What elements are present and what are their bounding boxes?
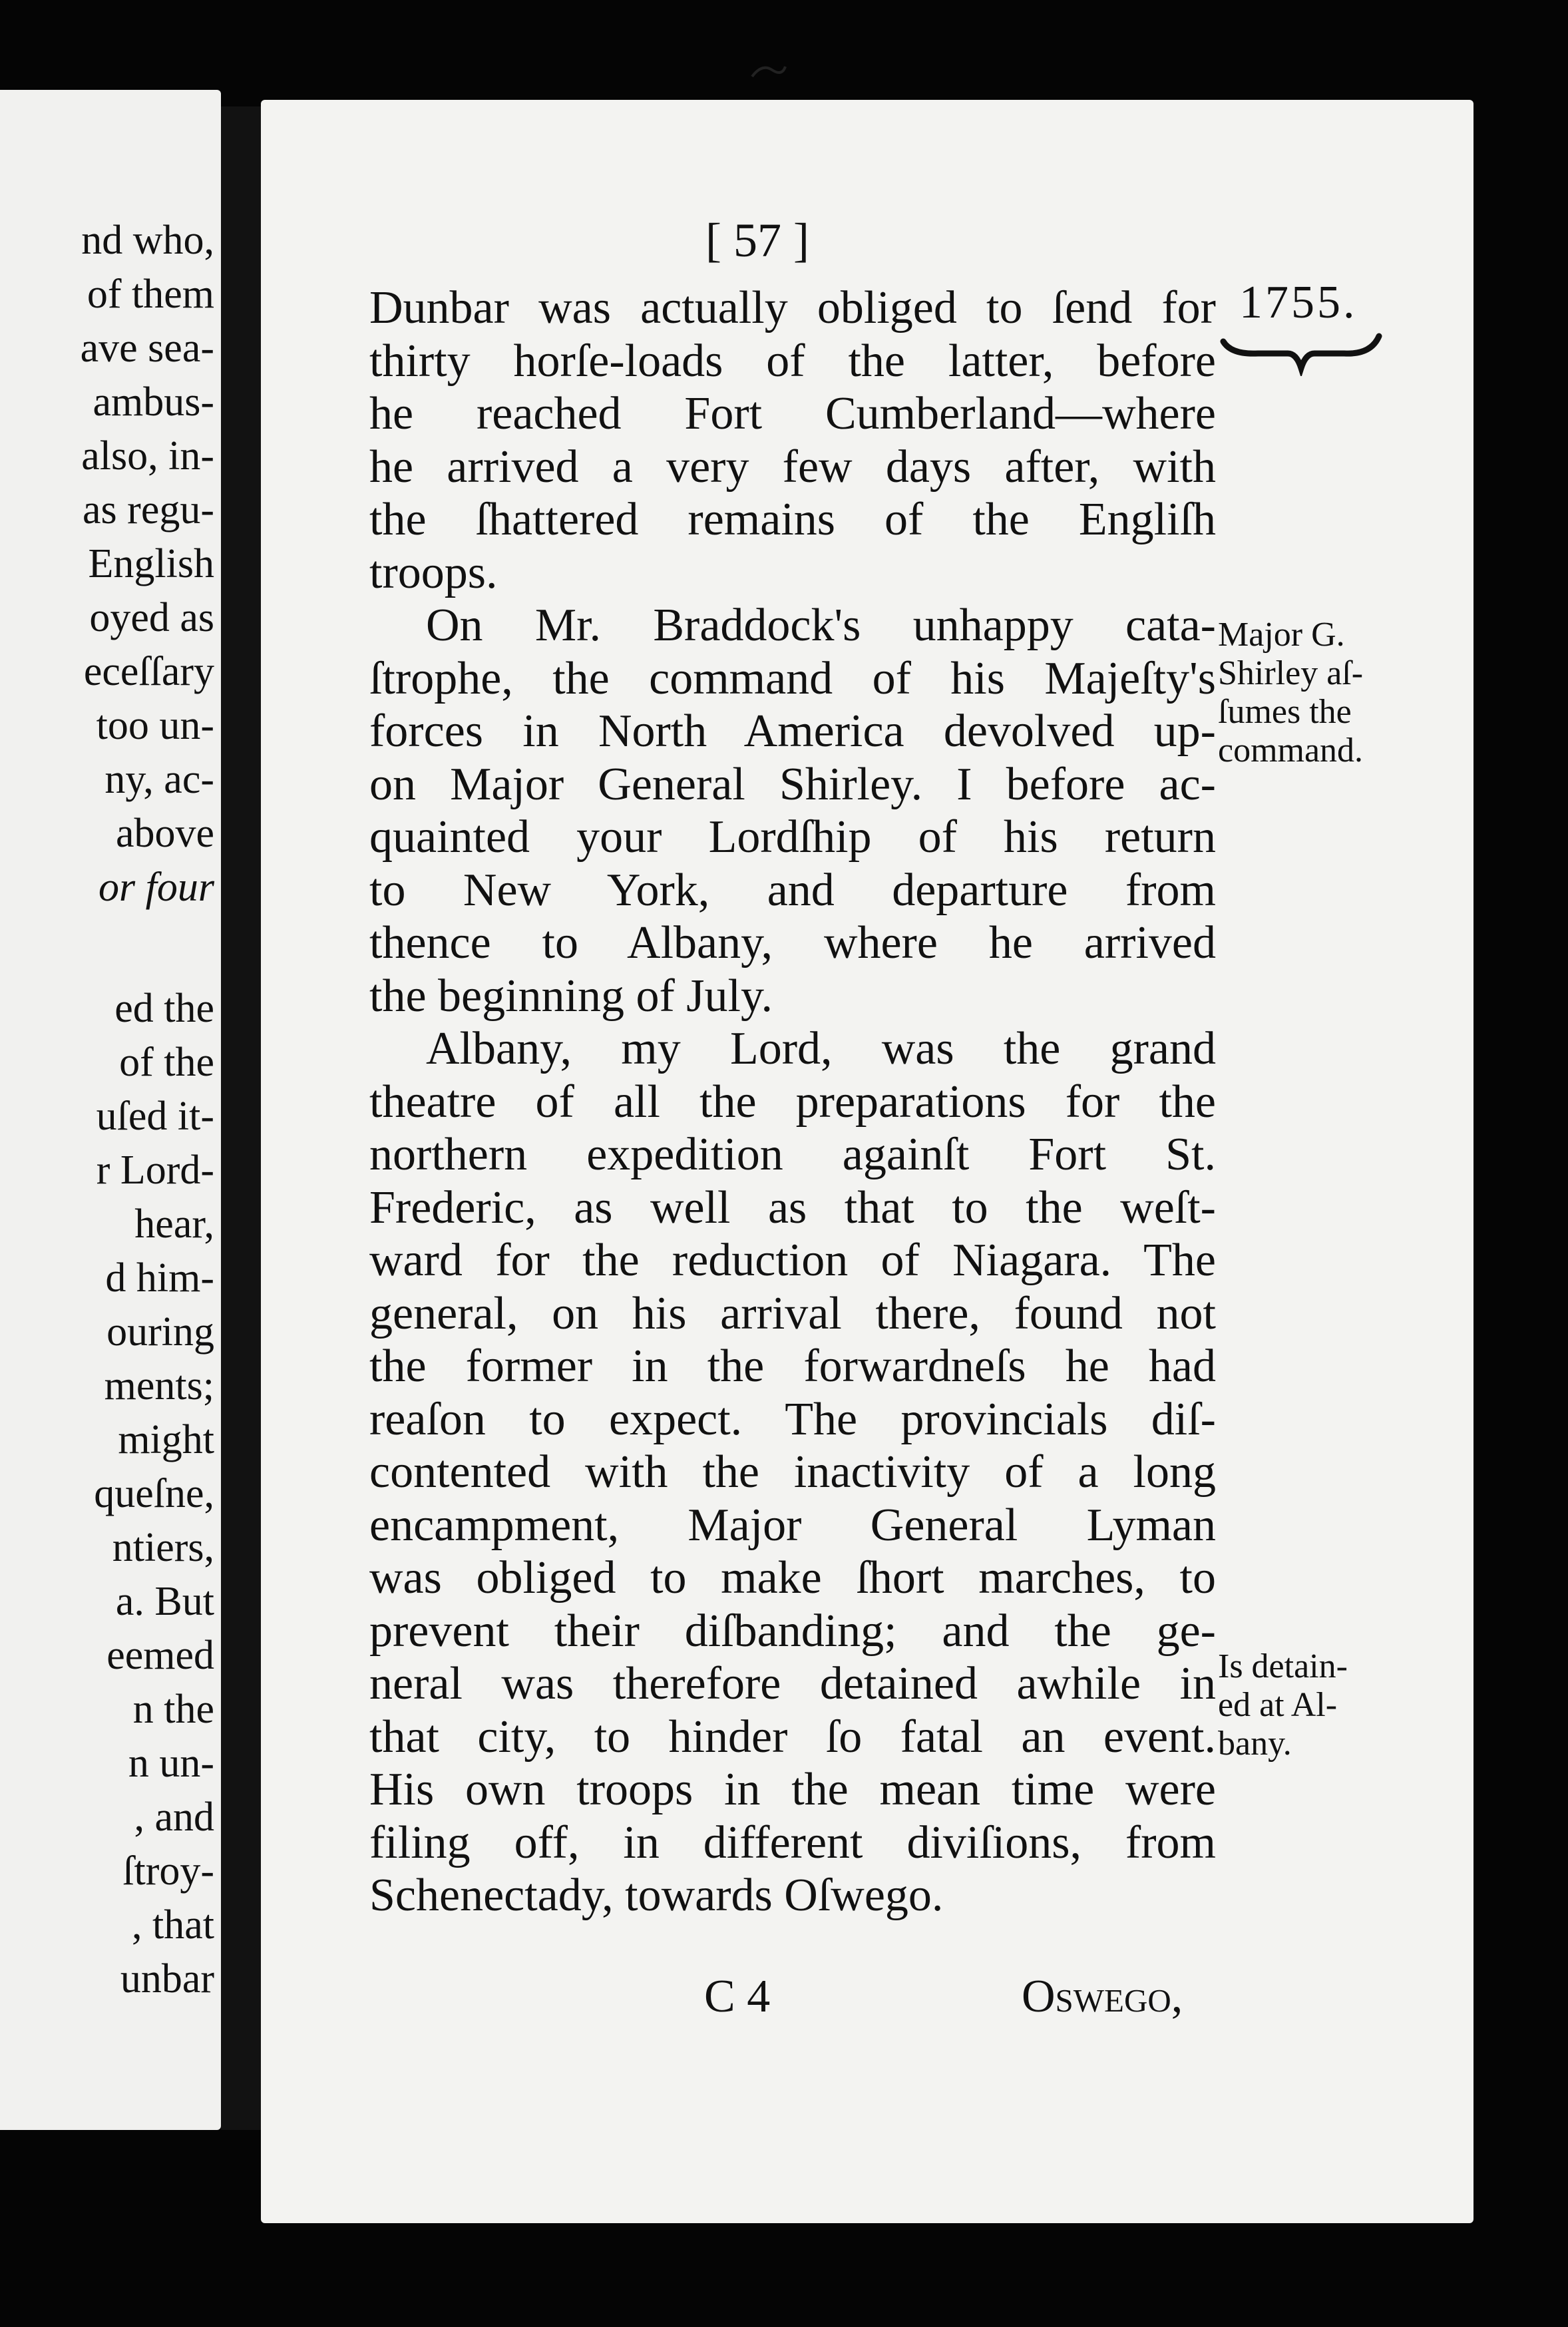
pencil-mark (749, 60, 789, 87)
margin-note-line: bany. (1218, 1725, 1292, 1763)
left-page-line: ny, ac- (104, 757, 214, 802)
left-page-line: oyed as (89, 595, 214, 640)
body-line: neral was therefore detained awhile in (369, 1658, 1216, 1709)
body-line: ward for the reduction of Niagara. The (369, 1235, 1216, 1286)
margin-note-line: Shirley aſ- (1218, 654, 1364, 692)
left-page-line: too un- (96, 703, 214, 748)
left-page-line: as regu- (83, 487, 214, 532)
left-page-line: d him- (105, 1255, 214, 1301)
left-page-line: of the (119, 1040, 214, 1085)
left-page-line: ouring (106, 1309, 214, 1355)
catchword: Oswego, (1022, 1971, 1183, 2022)
left-page-line: ambus- (93, 379, 214, 425)
body-line: northern expedition againſt Fort St. (369, 1129, 1216, 1180)
left-page-line: n the (132, 1687, 214, 1732)
left-page-line: ave sea- (80, 325, 214, 371)
left-page-line: or four (98, 865, 214, 910)
margin-note-line: ſumes the (1218, 693, 1352, 731)
left-page-line: ſtroy- (122, 1848, 214, 1894)
left-page-line: ntiers, (112, 1525, 214, 1570)
left-page-line: of them (87, 272, 214, 317)
left-page-line: , that (132, 1902, 214, 1948)
signature-mark: C 4 (704, 1971, 771, 2022)
body-line: thirty horſe-loads of the latter, before (369, 335, 1216, 387)
body-line: filing off, in different diviſions, from (369, 1817, 1216, 1868)
margin-note-line: Is detain- (1218, 1647, 1348, 1685)
left-page-line: eemed (106, 1633, 214, 1678)
body-line: the ſhattered remains of the Engliſh (369, 494, 1216, 545)
previous-page-fragment (0, 90, 221, 2130)
body-line: that city, to hinder ſo fatal an event. (369, 1711, 1216, 1763)
margin-note-shirley (1218, 616, 1363, 770)
body-line: forces in North America devolved up- (369, 706, 1216, 757)
body-line: the beginning of July. (369, 970, 773, 1022)
body-line: ſtrophe, the command of his Majeſty's (369, 653, 1216, 704)
left-page-line: nd who, (81, 218, 214, 263)
year-heading: 1755. (1239, 277, 1358, 328)
margin-note-line: Major G. (1218, 616, 1345, 654)
left-page-line: unbar (120, 1956, 214, 2002)
body-line: quainted your Lordſhip of his return (369, 811, 1216, 863)
body-line: Dunbar was actually obliged to ſend for (369, 282, 1216, 333)
body-line: he reached Fort Cumberland—where (369, 388, 1216, 439)
body-line: on Major General Shirley. I before ac- (369, 759, 1216, 810)
body-line: contented with the inactivity of a long (369, 1446, 1216, 1498)
year-brace (1218, 329, 1384, 376)
left-page-line: queſne, (94, 1471, 214, 1516)
left-page-line: also, in- (81, 433, 214, 479)
left-page-line: uſed it- (96, 1094, 214, 1139)
margin-note-albany (1218, 1647, 1348, 1763)
body-line: Albany, my Lord, was the grand (426, 1023, 1216, 1074)
left-page-line: n un- (128, 1741, 214, 1786)
left-page-line: hear, (134, 1201, 214, 1247)
left-page-line: eceſſary (83, 649, 214, 694)
body-line: was obliged to make ſhort marches, to (369, 1552, 1216, 1603)
left-page-line: might (118, 1417, 214, 1462)
left-page-line: ed the (114, 986, 214, 1031)
left-page-line: ments; (104, 1363, 214, 1408)
body-line: troops. (369, 547, 498, 598)
left-page-line: , and (134, 1795, 214, 1840)
left-page-line: above (115, 811, 214, 856)
margin-note-line: ed at Al- (1218, 1686, 1338, 1724)
body-line: to New York, and departure from (369, 865, 1216, 916)
body-line: His own troops in the mean time were (369, 1764, 1216, 1815)
body-line: encampment, Major General Lyman (369, 1500, 1216, 1551)
left-page-line: English (88, 541, 214, 586)
body-line: he arrived a very few days after, with (369, 441, 1216, 493)
body-line: thence to Albany, where he arrived (369, 917, 1216, 968)
body-line: On Mr. Braddock's unhappy cata- (426, 600, 1216, 651)
body-line: reaſon to expect. The provincials diſ- (369, 1394, 1216, 1445)
body-line: general, on his arrival there, found not (369, 1288, 1216, 1339)
body-line: theatre of all the preparations for the (369, 1076, 1216, 1128)
left-page-line: r Lord- (96, 1148, 214, 1193)
margin-note-line: command. (1218, 732, 1364, 769)
body-line: prevent their diſbanding; and the ge- (369, 1605, 1216, 1657)
page-number: [ 57 ] (705, 214, 809, 267)
body-line: the former in the forwardneſs he had (369, 1341, 1216, 1392)
body-line: Schenectady, towards Oſwego. (369, 1870, 944, 1921)
body-line: Frederic, as well as that to the weſt- (369, 1182, 1216, 1233)
left-page-line: a. But (115, 1579, 214, 1624)
